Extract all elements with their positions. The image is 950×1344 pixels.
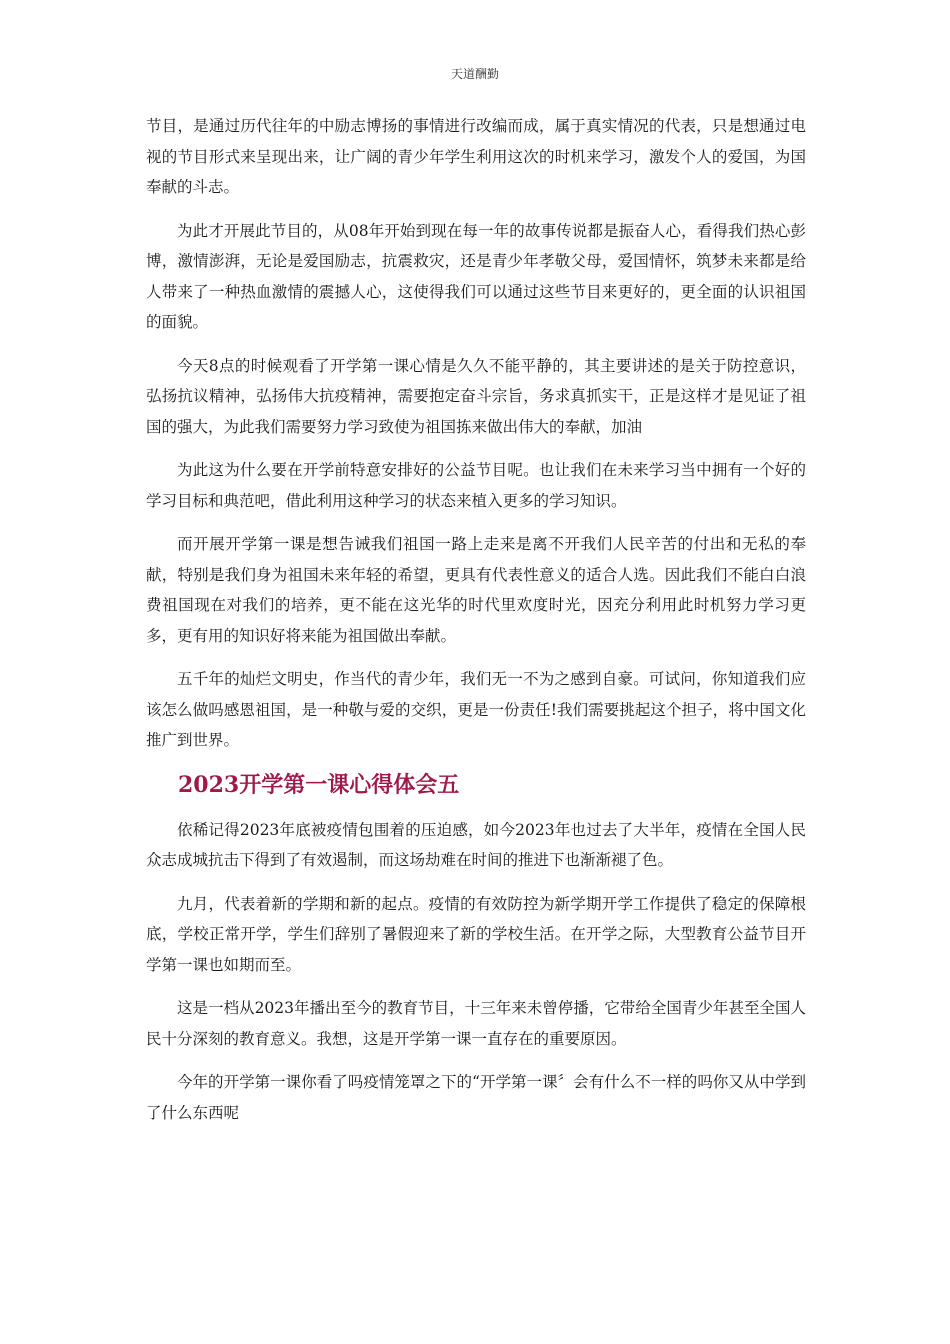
section-heading: 2023开学第一课心得体会五 <box>178 771 460 798</box>
paragraph: 而开展开学第一课是想告诫我们祖国一路上走来是离不开我们人民辛苦的付出和无私的奉献，特别是我们身为祖国未来年轻的希望，更具有代表性意义的适合人选。因此我们不能白白浪费祖国现在对我们的培养，更不能在这光华的时代里欢度时光，因充分利用此时机努力学习更多，更有用的知识好将来能为祖国做出奉献。 <box>146 535 806 645</box>
paragraph: 节目，是通过历代往年的中励志博扬的事情进行改编而成，属于真实情况的代表，只是想通过电视的节目形式来呈现出来，让广阔的青少年学生利用这次的时机来学习，激发个人的爱国，为国奉献的斗志。 <box>146 117 806 196</box>
paragraph: 为此才开展此节目的，从08年开始到现在每一年的故事传说都是振奋人心，看得我们热心彭博，激情澎湃，无论是爱国励志，抗震救灾，还是青少年孝敬父母，爱国情怀，筑梦未来都是给人带来了一种热血激情的震撼人心，这使得我们可以通过这些节目来更好的，更全面的认识祖国的面貌。 <box>146 221 806 331</box>
paragraph: 为此这为什么要在开学前特意安排好的公益节目呢。也让我们在未来学习当中拥有一个好的学习目标和典范吧，借此利用这种学习的状态来植入更多的学习知识。 <box>146 461 806 510</box>
paragraph: 五千年的灿烂文明史，作当代的青少年，我们无一不为之感到自豪。可试问，你知道我们应该怎么做吗感恩祖国，是一种敬与爱的交织，更是一份责任!我们需要挑起这个担子，将中国文化推广到世界。 <box>146 670 806 749</box>
paragraph: 这是一档从2023年播出至今的教育节目，十三年来未曾停播，它带给全国青少年甚至全国人民十分深刻的教育意义。我想，这是开学第一课一直存在的重要原因。 <box>146 999 806 1048</box>
page-header: 天道酬勤 <box>450 67 499 81</box>
document-body <box>146 111 806 1141</box>
paragraph: 九月，代表着新的学期和新的起点。疫情的有效防控为新学期开学工作提供了稳定的保障根底，学校正常开学，学生们辞别了暑假迎来了新的学校生活。在开学之际，大型教育公益节目开学第一课也如期而至。 <box>146 894 806 974</box>
paragraph: 今年的开学第一课你看了吗疫情笼罩之下的“开学第一课〞会有什么不一样的吗你又从中学到了什么东西呢 <box>146 1073 806 1122</box>
paragraph: 今天8点的时候观看了开学第一课心情是久久不能平静的，其主要讲述的是关于防控意识，弘扬抗议精神，弘扬伟大抗疫精神，需要抱定奋斗宗旨，务求真抓实干，正是这样才是见证了祖国的强大，为此我们需要努力学习致使为祖国拣来做出伟大的奉献，加油 <box>146 356 806 436</box>
paragraph: 依稀记得2023年底被疫情包围着的压迫感，如今2023年也过去了大半年，疫情在全国人民众志成城抗击下得到了有效遏制，而这场劫难在时间的推进下也渐渐褪了色。 <box>146 820 806 869</box>
